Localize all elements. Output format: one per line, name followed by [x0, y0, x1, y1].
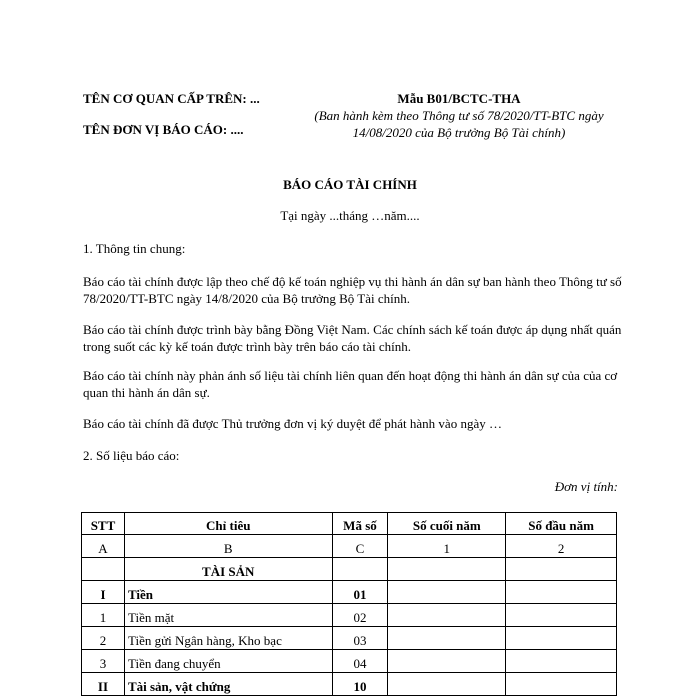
row-code: 01	[332, 581, 388, 604]
form-code: Mẫu B01/BCTC-THA	[397, 91, 521, 106]
row-code: 02	[332, 604, 388, 627]
section1-paragraph-3: Báo cáo tài chính này phản ánh số liệu tài chính liên quan đến hoạt động thi hành án dân sự của của cơ quan thi hành án dân sự.	[83, 368, 618, 400]
section1-heading: 1. Thông tin chung:	[83, 241, 186, 256]
row-code: 04	[332, 650, 388, 673]
parent-agency-label: TÊN CƠ QUAN CẤP TRÊN: ...	[83, 91, 260, 106]
row-label: Tiền	[124, 581, 332, 604]
form-note-line1: (Ban hành kèm theo Thông tư số 78/2020/TT-BTC ngày	[314, 108, 604, 123]
table-row	[82, 673, 617, 696]
row-end-value	[388, 673, 506, 696]
report-title: BÁO CÁO TÀI CHÍNH	[283, 177, 417, 192]
row-stt: I	[82, 581, 125, 604]
row-stt: 3	[82, 650, 125, 673]
header-indicator: Chỉ tiêu	[124, 513, 332, 535]
form-header-block	[297, 91, 621, 141]
row-label: Tiền mặt	[124, 604, 332, 627]
row-end-value	[388, 604, 506, 627]
row-label: Tiền đang chuyển	[124, 650, 332, 673]
table-row	[82, 581, 617, 604]
report-date-line: Tại ngày ...tháng …năm....	[280, 208, 420, 223]
section1-paragraph-2: Báo cáo tài chính được trình bày bằng Đồng Việt Nam. Các chính sách kế toán được áp dụng nhất quán trong suốt các kỳ kế toán được trình bày trên báo cáo tài chính.	[83, 322, 622, 354]
row-start-value	[506, 604, 617, 627]
row-end-value	[388, 581, 506, 604]
unit-label: Đơn vị tính:	[554, 479, 618, 494]
header-end-of-year: Số cuối năm	[388, 513, 506, 535]
col-code-2: 2	[506, 535, 617, 558]
row-stt: 1	[82, 604, 125, 627]
col-code-c: C	[332, 535, 388, 558]
table-header-row	[82, 513, 617, 535]
reporting-unit-label: TÊN ĐƠN VỊ BÁO CÁO: ....	[83, 122, 244, 137]
col-code-a: A	[82, 535, 125, 558]
row-end-value	[388, 627, 506, 650]
col-code-1: 1	[388, 535, 506, 558]
financial-report-table	[81, 512, 617, 696]
row-start-value	[506, 673, 617, 696]
header-stt: STT	[82, 513, 125, 535]
row-label: Tiền gửi Ngân hàng, Kho bạc	[124, 627, 332, 650]
section1-paragraph-1: Báo cáo tài chính được lập theo chế độ kế toán nghiệp vụ thi hành án dân sự ban hành theo Thông tư số 78/2020/TT-BTC ngày 14/8/2020 của Bộ trưởng Bộ Tài chính.	[83, 274, 622, 306]
section1-paragraph-4: Báo cáo tài chính đã được Thủ trưởng đơn vị ký duyệt để phát hành vào ngày …	[83, 416, 502, 431]
row-end-value	[388, 650, 506, 673]
row-start-value	[506, 581, 617, 604]
row-stt: 2	[82, 627, 125, 650]
section2-heading: 2. Số liệu báo cáo:	[83, 448, 180, 463]
table-row	[82, 604, 617, 627]
row-stt: II	[82, 673, 125, 696]
col-code-b: B	[124, 535, 332, 558]
table-row	[82, 627, 617, 650]
header-code: Mã số	[332, 513, 388, 535]
section-title-row	[82, 558, 617, 581]
row-start-value	[506, 627, 617, 650]
form-note-line2: 14/08/2020 của Bộ trưởng Bộ Tài chính)	[352, 125, 566, 140]
row-label: Tài sản, vật chứng	[124, 673, 332, 696]
table-row	[82, 650, 617, 673]
header-start-of-year: Số đầu năm	[506, 513, 617, 535]
row-code: 10	[332, 673, 388, 696]
column-code-row	[82, 535, 617, 558]
row-start-value	[506, 650, 617, 673]
assets-section-title: TÀI SẢN	[124, 558, 332, 581]
row-code: 03	[332, 627, 388, 650]
